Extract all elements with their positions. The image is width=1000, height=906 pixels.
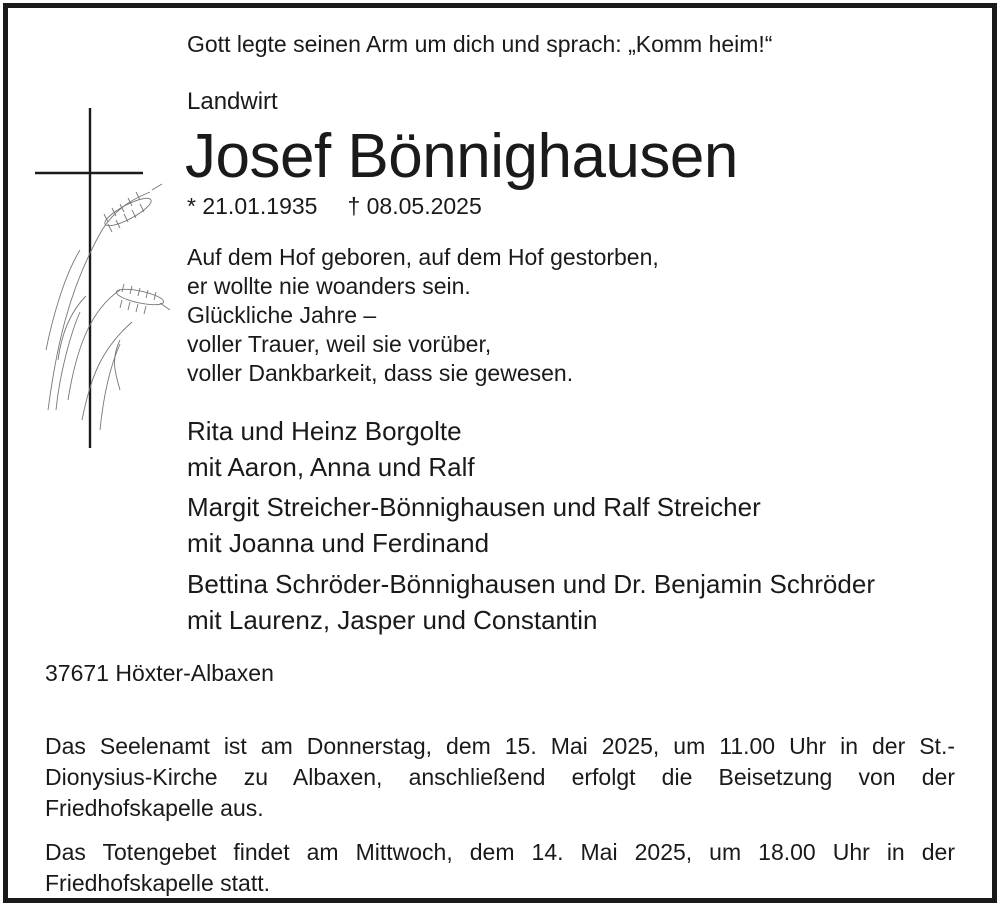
cross-icon: [35, 108, 143, 448]
wheat-icon: [46, 184, 170, 430]
family-names: Rita und Heinz Borgolte: [187, 416, 462, 446]
poem: [187, 243, 659, 388]
deceased-name: Josef Bönnighausen: [185, 122, 738, 191]
family-group: [187, 413, 475, 485]
family-children: mit Joanna und Ferdinand: [187, 528, 490, 558]
birth-date: * 21.01.1935: [187, 193, 318, 219]
poem-line: voller Dankbarkeit, dass sie gewesen.: [187, 360, 574, 386]
family-group: [187, 566, 875, 638]
occupation: Landwirt: [187, 88, 278, 115]
family-children: mit Aaron, Anna und Ralf: [187, 452, 475, 482]
life-dates: [187, 193, 482, 220]
poem-line: Glückliche Jahre –: [187, 302, 377, 328]
poem-line: er wollte nie woanders sein.: [187, 273, 471, 299]
family-names: Margit Streicher-Bönnighausen und Ralf Streicher: [187, 492, 761, 522]
cross-with-wheat: [20, 100, 180, 460]
motto-quote: Gott legte seinen Arm um dich und sprach: „Komm heim!“: [187, 31, 773, 57]
family-names: Bettina Schröder-Bönnighausen und Dr. Benjamin Schröder: [187, 569, 875, 599]
family-children: mit Laurenz, Jasper und Constantin: [187, 605, 598, 635]
prayer-service-text: Das Totengebet findet am Mittwoch, dem 14. Mai 2025, um 18.00 Uhr in der Friedhofskapelle statt.: [45, 839, 955, 896]
poem-line: voller Trauer, weil sie vorüber,: [187, 331, 492, 357]
place: 37671 Höxter-Albaxen: [45, 660, 274, 686]
death-date: † 08.05.2025: [347, 193, 482, 219]
funeral-service-text: Das Seelenamt ist am Donnerstag, dem 15. Mai 2025, um 11.00 Uhr in der St.-Dionysius-Kirche zu Albaxen, anschließend erfolgt die Beisetzung von der Friedhofskapelle aus.: [45, 733, 955, 821]
family-group: [187, 489, 761, 561]
poem-line: Auf dem Hof geboren, auf dem Hof gestorben,: [187, 244, 659, 270]
